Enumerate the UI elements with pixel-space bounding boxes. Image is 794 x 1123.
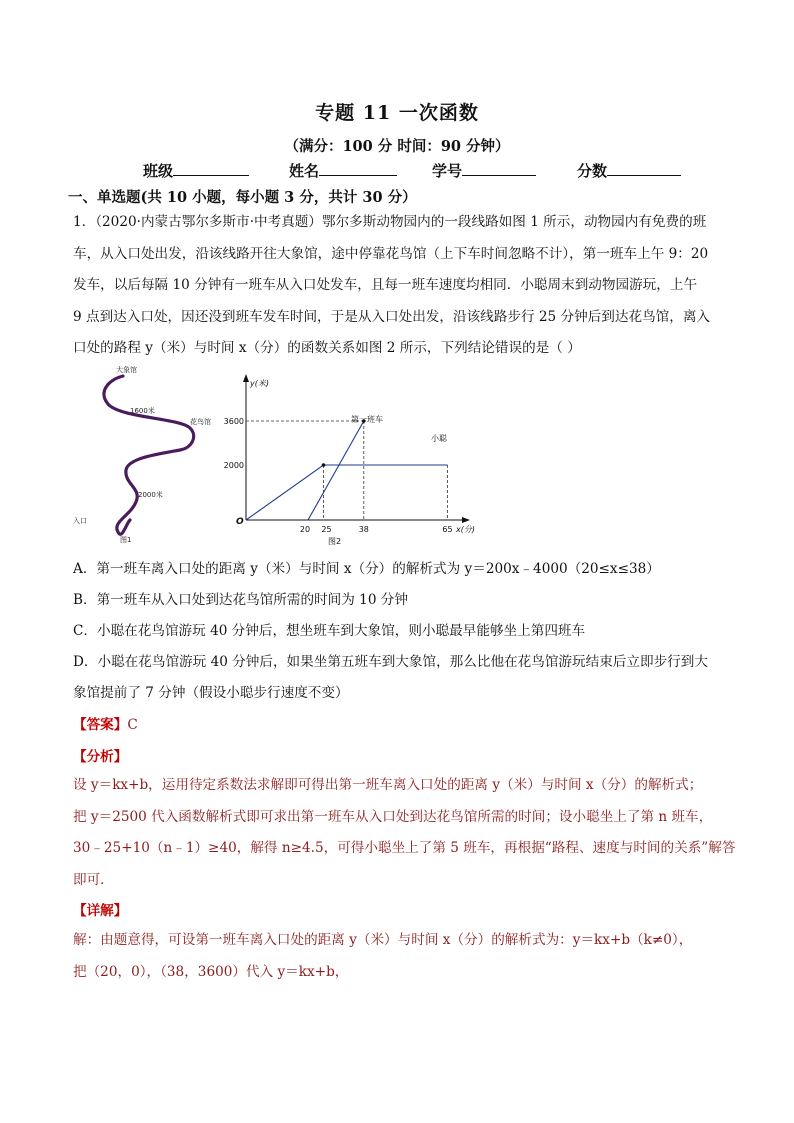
figure2-caption: 图2 bbox=[328, 537, 342, 546]
option-c[interactable]: C．小聪在花鸟馆游玩 40 分钟后，想坐班车到大象馆，则小聪最早能够坐上第四班车 bbox=[73, 623, 586, 639]
detail-line: 解：由题意得，可设第一班车离入口处的距离 y（米）与时间 x（分）的解析式为：y＝kx+b（k≠0）， bbox=[73, 932, 693, 948]
score-blank[interactable] bbox=[607, 160, 681, 176]
class-field bbox=[143, 160, 249, 181]
y-tick-label: 2000 bbox=[223, 461, 244, 470]
x-tick-label: 38 bbox=[358, 525, 369, 534]
analysis-line: 把 y＝2500 代入函数解析式即可求出第一班车从入口处到达花鸟馆所需的时间；设小聪坐上了第 n 班车， bbox=[73, 808, 713, 825]
question-line: 1．（2020·内蒙古鄂尔多斯市·中考真题）鄂尔多斯动物园内的一段线路如图 1 所示，动物园内有免费的班 bbox=[73, 214, 707, 230]
name-field-label: 姓名 bbox=[289, 162, 320, 180]
guide-lines bbox=[246, 421, 448, 520]
analysis-tag: 【分析】 bbox=[73, 749, 128, 765]
analysis-line: 设 y＝kx+b，运用待定系数法求解即可得出第一班车离入口处的距离 y（米）与时间 x（分）的解析式； bbox=[73, 777, 703, 793]
figure1-caption: 图1 bbox=[120, 536, 132, 544]
walker-series-label: 小聪 bbox=[431, 434, 447, 443]
analysis-text bbox=[73, 770, 753, 896]
x-tick-label: 65 bbox=[442, 525, 453, 534]
tick-labels bbox=[224, 417, 453, 534]
route-path bbox=[104, 376, 194, 534]
option-a[interactable]: A．第一班车离入口处的距离 y（米）与时间 x（分）的解析式为 y＝200x﹣4000（20≤x≤38） bbox=[73, 561, 660, 577]
question-line: 发车，以后每隔 10 分钟有一班车从入口处发车，且每一班车速度均相同．小聪周末到动物园游玩，上午 bbox=[73, 277, 698, 293]
detail-line: 把（20，0），（38，3600）代入 y＝kx+b， bbox=[73, 963, 349, 980]
answer-value: C bbox=[127, 717, 138, 733]
score-field bbox=[577, 160, 681, 181]
class-blank[interactable] bbox=[173, 160, 249, 176]
question-line: 口处的路程 y（米）与时间 x（分）的函数关系如图 2 所示，下列结论错误的是（ ） bbox=[73, 340, 581, 356]
walker-series-line bbox=[246, 465, 448, 520]
analysis-line: 30﹣25+10（n﹣1）≥40，解得 n≥4.5，可得小聪坐上了第 5 班车，再根据“路程、速度与时间的关系”解答 bbox=[73, 840, 736, 856]
detail-text bbox=[73, 925, 753, 988]
x-tick-label: 20 bbox=[299, 525, 311, 534]
entrance-label: 入口 bbox=[73, 517, 87, 525]
answer-row bbox=[73, 713, 138, 733]
class-field-label: 班级 bbox=[143, 162, 174, 180]
x-tick-label: 25 bbox=[321, 525, 332, 534]
question-stem bbox=[73, 207, 753, 365]
y-tick-label: 3600 bbox=[223, 417, 244, 426]
section-heading: 一、单选题(共 10 小题，每小题 3 分，共计 30 分） bbox=[68, 189, 417, 206]
upper-distance-label: 1600米 bbox=[130, 407, 155, 415]
origin-label: O bbox=[236, 517, 244, 527]
student-number-field bbox=[432, 160, 536, 181]
name-blank[interactable] bbox=[319, 160, 397, 176]
score-field-label: 分数 bbox=[577, 162, 608, 180]
figure2-line-chart bbox=[223, 372, 490, 550]
student-number-blank[interactable] bbox=[462, 160, 536, 176]
lower-distance-label: 2000米 bbox=[138, 491, 163, 499]
analysis-line: 即可． bbox=[73, 871, 114, 888]
exam-subtitle: （满分：100 分 时间：90 分钟） bbox=[284, 138, 510, 155]
elephant-hall-label: 大象馆 bbox=[116, 366, 137, 374]
bus-series-label: 第一班车 bbox=[351, 415, 383, 424]
question-line: 车，从入口处出发，沿该线路开往大象馆，途中停靠花鸟馆（上下车时间忽略不计），第一班车上午 9：20 bbox=[73, 245, 709, 262]
detail-tag: 【详解】 bbox=[73, 903, 128, 919]
answer-tag: 【答案】 bbox=[73, 717, 128, 733]
option-b[interactable]: B．第一班车从入口处到达花鸟馆所需的时间为 10 分钟 bbox=[73, 592, 408, 608]
option-d[interactable]: D．小聪在花鸟馆游玩 40 分钟后，如果坐第五班车到大象馆，那么比他在花鸟馆游玩结束后立即步行到大 bbox=[73, 654, 708, 670]
bird-hall-label: 花鸟馆 bbox=[190, 418, 211, 426]
option-d-continued: 象馆提前了 7 分钟（假设小聪步行速度不变） bbox=[73, 685, 349, 701]
question-line: 9 点到达入口处，因还没到班车发车时间，于是从入口处出发，沿该线路步行 25 分钟后到达花鸟馆，离入 bbox=[73, 308, 711, 325]
walker-arrival-point bbox=[322, 463, 326, 467]
x-axis-label: x(分) bbox=[456, 525, 475, 534]
name-field bbox=[289, 160, 397, 181]
student-number-label: 学号 bbox=[432, 162, 463, 180]
figure1-route-map bbox=[70, 362, 220, 547]
data-series bbox=[246, 419, 448, 520]
page-title: 专题 11 一次函数 bbox=[315, 102, 479, 124]
y-axis-label: y(米) bbox=[250, 379, 269, 388]
